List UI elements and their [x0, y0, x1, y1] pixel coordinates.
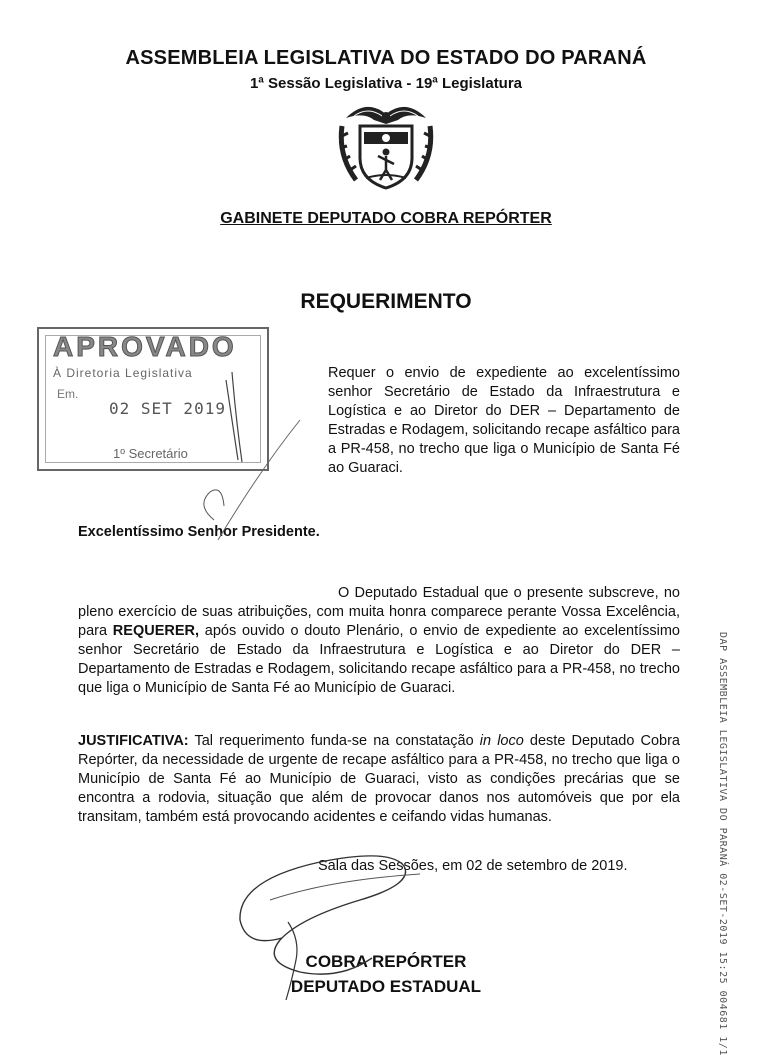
summary-ementa: Requer o envio de expediente ao excelentíssimo senhor Secretário de Estado da Infraestrutura e Logística e ao Diretor do DER – Departamento de Estradas e Rodagem, solicitando recape asfáltico para a PR-458, no trecho que liga o Município de Santa Fé ao Guaraci. [328, 365, 680, 476]
approval-stamp-destination: À Diretoria Legislativa [53, 366, 193, 380]
salutation: Excelentíssimo Senhor Presidente. [78, 524, 320, 540]
session-subtitle: 1ª Sessão Legislativa - 19ª Legislatura [249, 75, 523, 92]
approval-stamp-signer: 1º Secretário [113, 446, 188, 461]
stamp-loop-stroke [204, 490, 224, 520]
office-heading [0, 210, 772, 228]
parana-coat-of-arms-icon [336, 96, 436, 197]
approval-stamp-status: APROVADO [53, 331, 237, 362]
signer-role: DEPUTADO ESTADUAL [290, 977, 482, 996]
justification-text-end: deste Deputado Cobra Repórter, da necessidade de urgente de recape asfáltico para a PR-458, no trecho que liga o Município de Santa Fé ao Município de Guaraci, visto as condições precárias que se encontra a rodovia, situação que além de provocar danos nos automóveis que por ela transitam, também está provocando acidentes e ceifando vidas humanas. [78, 733, 680, 825]
approval-stamp-em-label: Em. [57, 387, 79, 401]
signature-cross-stroke [270, 874, 420, 900]
approval-stamp-date: 02 SET 2019 [109, 399, 226, 418]
justification-paragraph [78, 732, 680, 827]
justification-text-start: Tal requerimento funda-se na constatação [188, 733, 480, 749]
request-text-end: após ouvido o douto Plenário, o envio de expediente ao excelentíssimo senhor Secretário de Estado da Infraestrutura e Logística e ao Diretor do DER – Departamento de Estradas e Rodagem, solicitando recape asfáltico para a PR-458, no trecho que liga o Município de Santa Fé ao Município de Guaraci. [78, 623, 680, 696]
justification-label: JUSTIFICATIVA: [78, 733, 189, 749]
office-heading-text: GABINETE DEPUTADO COBRA REPÓRTER [220, 210, 552, 227]
request-keyword: REQUERER, [112, 623, 200, 639]
approval-stamp [37, 327, 269, 471]
request-paragraph [78, 584, 680, 698]
document-title: REQUERIMENTO [300, 290, 472, 313]
assembly-title: ASSEMBLEIA LEGISLATIVA DO ESTADO DO PARANÁ [125, 47, 647, 69]
justification-italic: in loco [479, 733, 524, 749]
request-text-start: O Deputado Estadual que o presente subscreve, no pleno exercício de suas atribuições, com muita honra comparece perante Vossa Excelência, para [78, 585, 680, 639]
protocol-stamp: DAP ASSEMBLEIA LEGISLATIVA DO PARANÁ 02-SET-2019 15:25 004681 1/1 [717, 632, 728, 1056]
place-and-date: Sala das Sessões, em 02 de setembro de 2019. [318, 858, 628, 874]
signer-name: COBRA REPÓRTER [305, 952, 467, 971]
